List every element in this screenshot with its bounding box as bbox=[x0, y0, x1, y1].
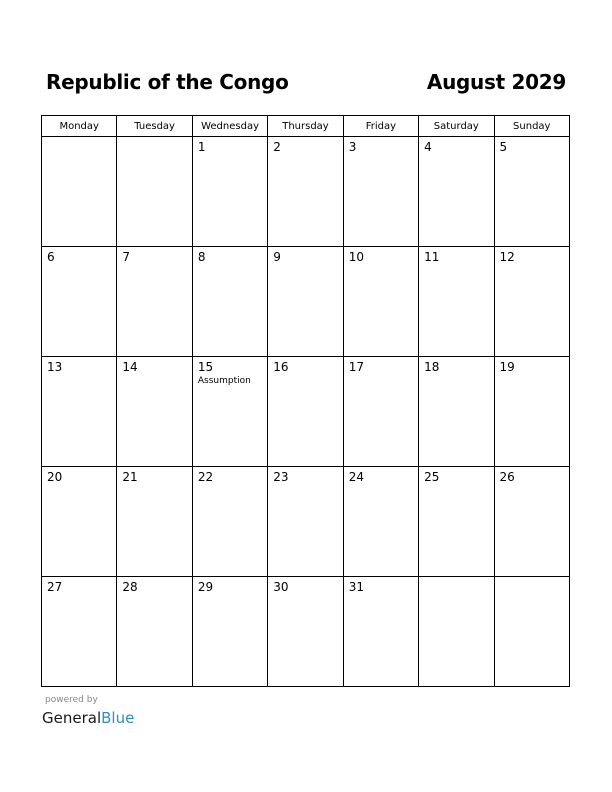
weekday-header-sunday: Sunday bbox=[494, 116, 569, 137]
day-cell bbox=[343, 247, 418, 357]
calendar-body bbox=[42, 137, 570, 687]
day-cell bbox=[192, 137, 267, 247]
day-number: 4 bbox=[424, 140, 432, 154]
generalblue-logo bbox=[42, 709, 134, 727]
day-cell bbox=[117, 247, 192, 357]
day-number: 17 bbox=[348, 360, 364, 374]
calendar-week-row bbox=[42, 357, 570, 467]
day-number: 23 bbox=[273, 470, 289, 484]
empty-day-cell bbox=[419, 577, 494, 687]
calendar-month-year: August 2029 bbox=[426, 70, 566, 94]
day-cell bbox=[343, 137, 418, 247]
day-cell bbox=[117, 357, 192, 467]
day-number: 12 bbox=[499, 250, 515, 264]
calendar-week-row bbox=[42, 137, 570, 247]
day-cell bbox=[494, 357, 569, 467]
day-cell bbox=[117, 577, 192, 687]
day-number: 5 bbox=[499, 140, 508, 154]
day-cell bbox=[192, 357, 267, 467]
day-number: 1 bbox=[197, 140, 206, 154]
powered-by-label: powered by bbox=[45, 695, 98, 705]
day-cell bbox=[343, 577, 418, 687]
calendar-week-row bbox=[42, 247, 570, 357]
day-cell bbox=[192, 467, 267, 577]
calendar-title: Republic of the Congo bbox=[46, 70, 289, 94]
day-cell bbox=[268, 467, 343, 577]
day-cell bbox=[42, 247, 117, 357]
day-number: 21 bbox=[122, 470, 138, 484]
day-cell bbox=[494, 137, 569, 247]
calendar-week-row bbox=[42, 577, 570, 687]
day-number: 31 bbox=[348, 580, 364, 594]
day-cell bbox=[419, 357, 494, 467]
day-cell bbox=[42, 467, 117, 577]
empty-day-cell bbox=[42, 137, 117, 247]
day-number: 9 bbox=[273, 250, 281, 264]
day-cell bbox=[268, 577, 343, 687]
day-number: 20 bbox=[47, 470, 63, 484]
day-cell bbox=[42, 357, 117, 467]
day-number: 13 bbox=[47, 360, 63, 374]
brand-general-text: General bbox=[42, 709, 102, 727]
day-number: 16 bbox=[273, 360, 289, 374]
calendar-grid bbox=[41, 115, 570, 687]
day-number: 2 bbox=[273, 140, 281, 154]
day-number: 6 bbox=[47, 250, 55, 264]
day-cell bbox=[419, 137, 494, 247]
day-cell bbox=[419, 247, 494, 357]
day-number: 3 bbox=[348, 140, 357, 154]
day-number: 26 bbox=[499, 470, 515, 484]
empty-day-cell bbox=[494, 577, 569, 687]
day-cell bbox=[419, 467, 494, 577]
day-number: 8 bbox=[197, 250, 206, 264]
day-number: 18 bbox=[424, 360, 440, 374]
day-cell bbox=[343, 357, 418, 467]
weekday-header-saturday: Saturday bbox=[419, 116, 494, 137]
day-cell bbox=[343, 467, 418, 577]
calendar-week-row bbox=[42, 467, 570, 577]
day-number: 11 bbox=[424, 250, 440, 264]
brand-blue-text: Blue bbox=[101, 709, 135, 727]
weekday-header-tuesday: Tuesday bbox=[117, 116, 192, 137]
day-cell bbox=[268, 247, 343, 357]
day-number: 28 bbox=[122, 580, 138, 594]
day-number: 19 bbox=[499, 360, 515, 374]
day-number: 29 bbox=[197, 580, 214, 594]
day-number: 30 bbox=[273, 580, 289, 594]
day-number: 22 bbox=[197, 470, 214, 484]
weekday-header-friday: Friday bbox=[343, 116, 418, 137]
holiday-label: Assumption bbox=[197, 376, 251, 386]
day-number: 24 bbox=[348, 470, 364, 484]
day-cell bbox=[268, 357, 343, 467]
day-cell bbox=[42, 577, 117, 687]
day-cell bbox=[494, 247, 569, 357]
day-cell bbox=[192, 247, 267, 357]
day-cell bbox=[494, 467, 569, 577]
day-cell bbox=[117, 467, 192, 577]
day-number: 25 bbox=[424, 470, 440, 484]
day-number: 7 bbox=[122, 250, 131, 264]
day-number: 15 bbox=[197, 360, 214, 374]
day-number: 10 bbox=[348, 250, 364, 264]
day-number: 27 bbox=[47, 580, 63, 594]
weekday-header-row bbox=[42, 116, 570, 137]
day-cell bbox=[268, 137, 343, 247]
day-number: 14 bbox=[122, 360, 138, 374]
day-cell bbox=[192, 577, 267, 687]
weekday-header-monday: Monday bbox=[42, 116, 117, 137]
empty-day-cell bbox=[117, 137, 192, 247]
weekday-header-thursday: Thursday bbox=[268, 116, 343, 137]
weekday-header-wednesday: Wednesday bbox=[192, 116, 267, 137]
